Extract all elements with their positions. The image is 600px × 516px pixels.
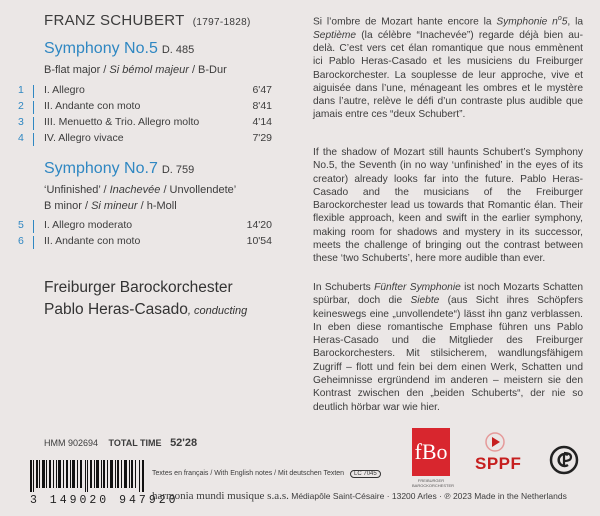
conductor-line xyxy=(44,301,247,319)
fbo-logo-caption: FREIBURGER BAROCKORCHESTER xyxy=(412,478,455,488)
track-row xyxy=(0,132,272,148)
track-row xyxy=(0,219,272,235)
track-number: 1 xyxy=(18,84,24,96)
barcode-digits: 3 149020 947920 xyxy=(30,494,179,507)
label-name: harmonia mundi musique s.a.s. xyxy=(152,490,289,502)
symphony7-key: B minor / Si mineur / h-Moll xyxy=(44,200,177,212)
track-title: II. Andante con moto xyxy=(44,235,141,247)
conductor-name: Pablo Heras-Casado xyxy=(44,301,188,318)
track-row xyxy=(0,84,272,100)
texts-language-line: Textes en français / With English notes / Mit deutschen Texten LC 7045 xyxy=(152,470,381,478)
sppf-logo: SPPF xyxy=(475,454,522,473)
copyright-circle-icon xyxy=(548,444,580,476)
track-number: 3 xyxy=(18,116,24,128)
symphony7-nickname: ‘Unfinished’ / Inachevée / Unvollendete’ xyxy=(44,184,237,196)
composer-name: FRANZ SCHUBERT xyxy=(44,12,185,29)
catalog-number: HMM 902694 xyxy=(44,438,99,448)
barcode xyxy=(30,460,145,492)
catalog-line xyxy=(44,437,197,449)
track-number: 4 xyxy=(18,132,24,144)
track-row xyxy=(0,116,272,132)
total-time: 52'28 xyxy=(170,437,198,449)
track-row xyxy=(0,100,272,116)
track-number: 5 xyxy=(18,219,24,231)
lc-code-badge: LC 7045 xyxy=(350,470,381,478)
label-address: Médiapôle Saint-Césaire · 13200 Arles · ℗ 2023 Made in the Netherlands xyxy=(291,491,567,501)
track-title: III. Menuetto & Trio. Allegro molto xyxy=(44,116,200,128)
symphony5-key: B-flat major / Si bémol majeur / B-Dur xyxy=(44,64,227,76)
notes-french: Si l’ombre de Mozart hante encore la Symphonie $n^o5$, la Septième (la célèbre “Inachevée”) regarde déjà bien au-delà. C’est vers cet élan romantique que nous emmènent ici Pablo Heras-Casado et les musiciens du Freiburger Barockorchester. La souplesse de leur approche, vive et aiguisée dans l’une, ménageant les ombres et le mystère dans l’autre, relève le défi d’un contraste plus audible que jamais entre ces “deux Schubert”. xyxy=(313,15,584,121)
track-row xyxy=(0,235,272,251)
label-line xyxy=(152,490,567,502)
notes-english: If the shadow of Mozart still haunts Schubert’s Symphony No.5, the Seventh (in no way ‘unfinished’ in the eyes of its creator) already looks far into the future. Pablo Heras-Casado and the musicians of the Freiburger Barockorchester lead us towards that Romantic élan. Their flexible approach, keen and swift in the earlier symphony, making room for shadows and mystery in its successor, meets the challenge of bringing out the contrast between these ‘two Schuberts’, here more audible than ever. xyxy=(313,147,583,265)
orchestra-name: Freiburger Barockorchester xyxy=(44,279,233,296)
track-title: I. Allegro moderato xyxy=(44,219,133,231)
track-time: 10'54 xyxy=(246,235,272,247)
track-time: 6'47 xyxy=(252,84,272,96)
notes-german: In Schuberts Fünfter Symphonie ist noch Mozarts Schatten spürbar, doch die Siebte (aus Sicht ihres Schöpfers keineswegs eine „unvollendete“) lässt ihn ganz verblassen. In eben diese romantische Emphase führen uns Pablo Heras-Casado und die Mitglieder des Freiburger Barockorchesters. Mit stilsicherem, wandlungsfähigem Zugriff – flott und fein bei dem einen Werk, Schatten und Geheimnisse ergründend im anderen – meistern sie den Kontrast zwischen den „beiden Schuberts“, der nie so deutlich hörbar war wie hier. xyxy=(313,282,583,413)
composer-heading xyxy=(44,12,251,29)
symphony5-catalogue: D. 485 xyxy=(161,44,195,56)
symphony7-catalogue: D. 759 xyxy=(161,164,195,176)
fbo-logo: fBo xyxy=(412,428,450,476)
track-number: 6 xyxy=(18,235,24,247)
track-title: I. Allegro xyxy=(44,84,85,96)
symphony5-title: Symphony No.5 D. 485 xyxy=(44,40,195,57)
track-time: 14'20 xyxy=(246,219,272,231)
composer-dates: (1797-1828) xyxy=(192,17,251,28)
track-title: IV. Allegro vivace xyxy=(44,132,124,144)
track-title: II. Andante con moto xyxy=(44,100,141,112)
track-time: 4'14 xyxy=(252,116,272,128)
track-number: 2 xyxy=(18,100,24,112)
track-time: 7'29 xyxy=(252,132,272,144)
sppf-play-icon xyxy=(475,430,515,454)
total-time-label: TOTAL TIME xyxy=(108,438,162,448)
track-time: 8'41 xyxy=(252,100,272,112)
symphony7-title: Symphony No.7 D. 759 xyxy=(44,160,195,177)
conductor-role: , conducting xyxy=(187,305,248,317)
